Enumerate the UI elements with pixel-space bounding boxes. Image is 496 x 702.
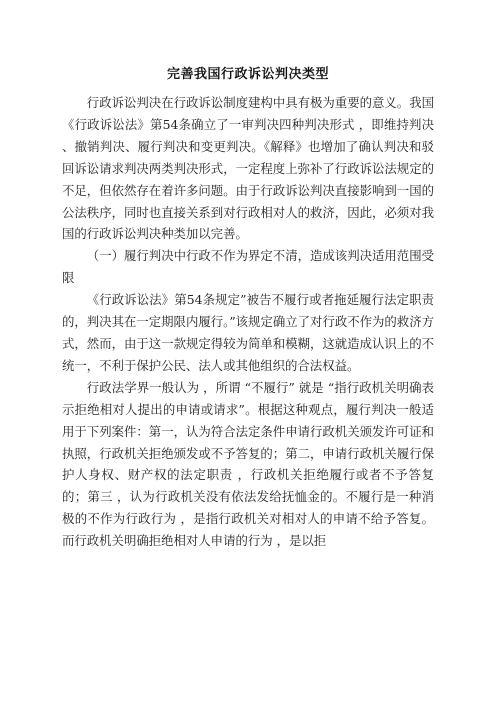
paragraph-section-heading: （一）履行判决中行政不作为界定不清，造成该判决适用范围受限 <box>62 248 434 286</box>
document-body <box>62 92 434 552</box>
document-title: 完善我国行政诉讼判决类型 <box>166 67 329 82</box>
paragraph-intro: 行政诉讼判决在行政诉讼制度建构中具有极为重要的意义。我国《行政诉讼法》第54条确立了一审判决四种判决形式 ，即维持判决 、撤销判决、履行判决和变更判决。《解释》也增加了确认判决和驳回诉讼请求判决两类判决形式，一定程度上弥补了行政诉讼法规定的不足，但依然存在着许多问题。由于行政诉讼判决直接影响到一国的公法秩序，同时也直接关系到对行政相对人的救济，因此，必须对我国的行政诉讼判决种类加以完善。 <box>62 95 434 242</box>
paragraph-article-54: 《行政诉讼法》第54条规定”被告不履行或者拖延履行法定职责的，判决其在一定期限内履行。”该规定确立了对行政不作为的救济方式，然而，由于这一款规定得较为简单和模糊，这就造成认识上的不统一，不利于保护公民、法人或其他组织的合法权益。 <box>62 292 434 373</box>
paragraph-non-performance: 行政法学界一般认为 ，所谓 “不履行” 就是 “指行政机关明确表示拒绝相对人提出的申请或请求”。根据这种观点，履行判决一般适用于下列案件：第一，认为符合法定条件申请行政机关颁发许可证和执照，行政机关拒绝颁发或不予答复的；第二，申请行政机关履行保护人身权、财产权的法定职责 ，行政机关拒绝履行或者不予答复的；第三 ，认为行政机关没有依法发给抚恤金的。不履行是一种消极的不作为行政行为 ，是指行政机关对相对人的申请不给予答复。而行政机关明确拒绝相对人申请的行为 ，是以拒 <box>62 379 434 549</box>
